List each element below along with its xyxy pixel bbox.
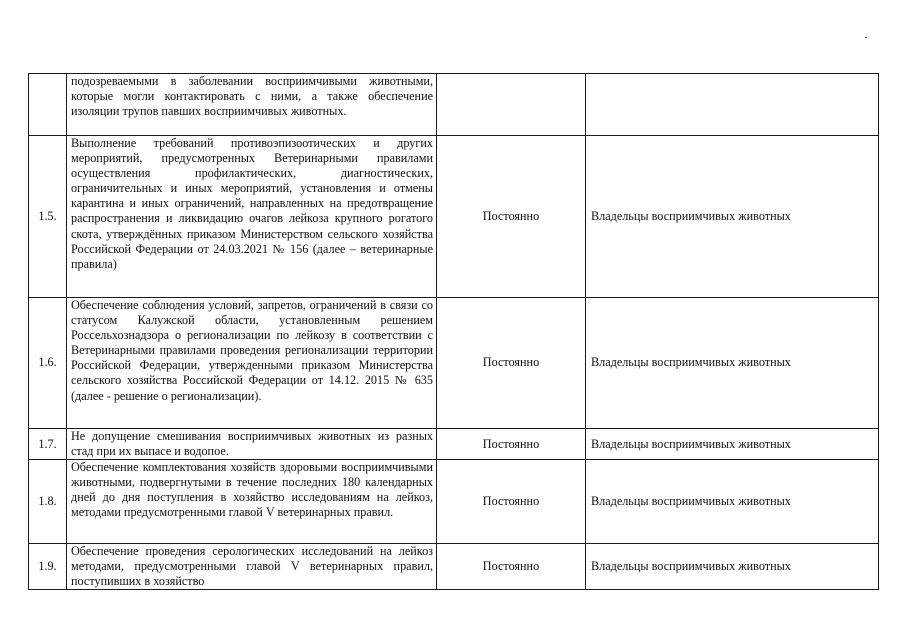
measure-description: Обеспечение комплектования хозяйств здоровыми восприимчивыми животными, подвергнутыми в течение последних 180 календарных дней до дня поступления в хозяйство исследованиям на лейкоз, методами предусмотренными главой V ветеринарных правил. — [67, 460, 437, 544]
term-cell: Постоянно — [437, 544, 586, 590]
table-row — [29, 136, 879, 298]
scan-speck — [865, 37, 867, 38]
measure-description: Выполнение требований противоэпизоотических и других мероприятий, предусмотренных Ветеринарными правилами осуществления профилактических, диагностических, ограничительных и иных мероприятий, установления и отмены карантина и иных ограничений, направленных на предотвращение распространения и ликвидацию очагов лейкоза крупного рогатого скота, утверждённых приказом Министерством сельского хозяйства Российской Федерации от 24.03.2021 № 156 (далее – ветеринарные правила) — [67, 136, 437, 298]
responsible-cell — [586, 74, 879, 136]
term-cell — [437, 74, 586, 136]
measure-description: Обеспечение проведения серологических исследований на лейкоз методами, предусмотренными главой V ветеринарных правил, поступивших в хозяйство — [67, 544, 437, 590]
responsible-cell: Владельцы восприимчивых животных — [586, 136, 879, 298]
term-cell: Постоянно — [437, 136, 586, 298]
table-row — [29, 74, 879, 136]
measure-description: Не допущение смешивания восприимчивых животных из разных стад при их выпасе и водопое. — [67, 429, 437, 460]
term-cell: Постоянно — [437, 429, 586, 460]
measure-description: подозреваемыми в заболевании восприимчивыми животными, которые могли контактировать с ними, а также обеспечение изоляции трупов павших восприимчивых животных. — [67, 74, 437, 136]
table-row — [29, 544, 879, 590]
responsible-cell: Владельцы восприимчивых животных — [586, 460, 879, 544]
measures-table — [28, 73, 879, 590]
responsible-cell: Владельцы восприимчивых животных — [586, 429, 879, 460]
row-number: 1.9. — [29, 544, 67, 590]
row-number: 1.5. — [29, 136, 67, 298]
term-cell: Постоянно — [437, 460, 586, 544]
row-number — [29, 74, 67, 136]
responsible-cell: Владельцы восприимчивых животных — [586, 298, 879, 429]
table-row — [29, 298, 879, 429]
term-cell: Постоянно — [437, 298, 586, 429]
responsible-cell: Владельцы восприимчивых животных — [586, 544, 879, 590]
row-number: 1.7. — [29, 429, 67, 460]
row-number: 1.8. — [29, 460, 67, 544]
row-number: 1.6. — [29, 298, 67, 429]
measure-description: Обеспечение соблюдения условий, запретов, ограничений в связи со статусом Калужской области, установленным решением Россельхознадзора о регионализации по лейкозу в соответствии с Ветеринарными правилами проведения регионализации территории Российской Федерации, утвержденными приказом Министерства сельского хозяйства Российской Федерации от 14.12. 2015 № 635 (далее - решение о регионализации). — [67, 298, 437, 429]
table-row — [29, 460, 879, 544]
table-row — [29, 429, 879, 460]
